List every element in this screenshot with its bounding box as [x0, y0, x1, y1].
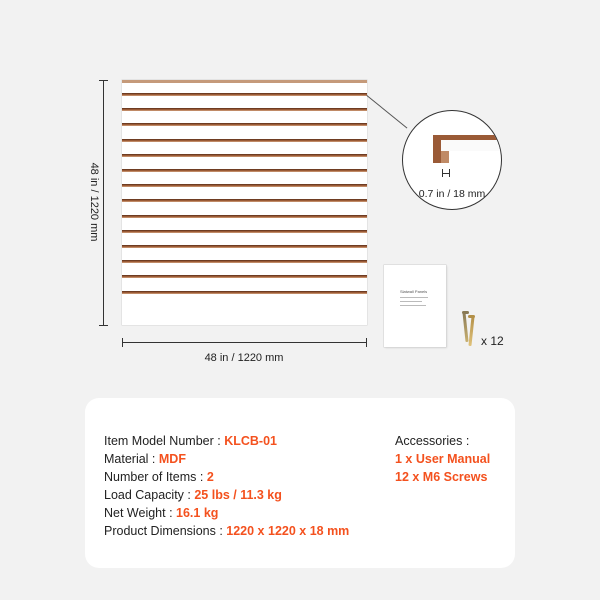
spec-label: Net Weight :	[104, 506, 177, 520]
spec-row-item-count	[104, 468, 349, 486]
panel-slot	[122, 245, 367, 248]
accessories-title: Accessories :	[395, 434, 470, 448]
panel-slot	[122, 123, 367, 126]
spec-label: Number of Items :	[104, 470, 207, 484]
slatwall-panel-image	[122, 80, 367, 325]
accessories-list	[395, 432, 490, 486]
spec-value: 2	[206, 470, 214, 484]
panel-slot	[122, 230, 367, 233]
spec-row-net-weight	[104, 504, 349, 522]
groove-face	[441, 140, 502, 151]
panel-slot	[122, 199, 367, 202]
spec-row-material	[104, 450, 349, 468]
zoom-pointer-line	[366, 95, 407, 129]
manual-text-line	[400, 305, 426, 306]
panel-slot	[122, 215, 367, 218]
screw-head	[468, 315, 475, 318]
spec-value: 16.1 kg	[176, 506, 219, 520]
spec-label: Load Capacity :	[104, 488, 195, 502]
panel-slot	[122, 108, 367, 111]
width-dimension-tick-left	[122, 338, 123, 347]
spec-list	[104, 432, 349, 540]
accessory-item-screws: 12 x M6 Screws	[395, 470, 488, 484]
panel-slot	[122, 275, 367, 278]
width-dimension-label: 48 in / 1220 mm	[204, 352, 284, 364]
panel-slot	[122, 184, 367, 187]
panel-slot	[122, 169, 367, 172]
panel-slot	[122, 93, 367, 96]
groove-notch	[441, 151, 449, 163]
spec-label: Item Model Number :	[104, 434, 225, 448]
groove-measure-tick-right	[449, 169, 450, 177]
screw-image	[468, 316, 474, 346]
groove-wood-side	[433, 135, 441, 163]
height-dimension-line	[103, 80, 104, 325]
height-dimension-label: 48 in / 1220 mm	[88, 162, 100, 242]
spec-row-dimensions	[104, 522, 349, 540]
groove-dimension-label: 0.7 in / 18 mm	[418, 188, 486, 200]
height-dimension-tick-top	[99, 80, 108, 81]
panel-slot	[122, 260, 367, 263]
accessory-item-manual: 1 x User Manual	[395, 452, 491, 466]
manual-text-line	[400, 297, 428, 298]
spec-value: MDF	[158, 452, 186, 466]
manual-text-line	[400, 301, 422, 302]
panel-slot	[122, 154, 367, 157]
screw-quantity-label: x 12	[481, 334, 504, 348]
spec-label: Product Dimensions :	[104, 524, 227, 538]
spec-value: 25 lbs / 11.3 kg	[194, 488, 282, 502]
spec-label: Material :	[104, 452, 159, 466]
height-dimension-tick-bottom	[99, 325, 108, 326]
panel-slot	[122, 291, 367, 294]
width-dimension-tick-right	[366, 338, 367, 347]
manual-brand-text: Slatwall Panels	[400, 289, 428, 294]
spec-row-model	[104, 432, 349, 450]
user-manual-image	[384, 265, 446, 347]
panel-top-edge	[122, 80, 367, 83]
width-dimension-line	[122, 342, 367, 343]
spec-value: KLCB-01	[224, 434, 277, 448]
spec-row-load-capacity	[104, 486, 349, 504]
screw-head	[462, 311, 469, 314]
spec-value: 1220 x 1220 x 18 mm	[226, 524, 350, 538]
panel-slot	[122, 139, 367, 142]
